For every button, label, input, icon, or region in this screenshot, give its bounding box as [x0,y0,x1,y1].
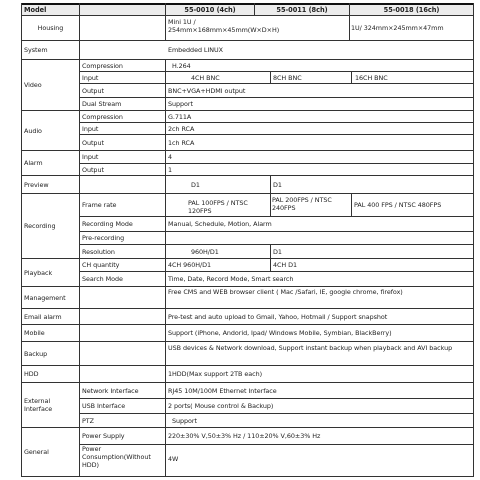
alarm-output-value: 1 [168,165,173,174]
ptz-value: Support [172,416,197,425]
video-compression-label: Compression [82,61,123,70]
video-output-value: BNC+VGA+HDMI output [168,86,246,95]
table-border-right [473,3,474,477]
video-dual-label: Dual Stream [82,100,122,108]
alarm-output-label: Output [82,165,104,174]
row-divider [21,341,474,342]
row-label-housing: Housing [37,24,64,32]
housing-4ch-8ch: Mini 1U / 254mm×168mm×45mm(W×D×H) [168,18,280,34]
spec-table [21,3,474,477]
playback-ch-label: CH quantity [82,261,120,269]
row-divider [21,286,474,287]
header-8ch: 55-0011 (8ch) [276,5,328,14]
audio-output-label: Output [82,138,104,147]
row-label-email: Email alarm [24,312,62,321]
video-compression-value: H.264 [172,61,191,70]
audio-output-value: 1ch RCA [168,138,195,147]
playback-search-label: Search Mode [82,275,123,283]
audio-input-value: 2ch RCA [168,124,195,133]
recording-frame-16ch: PAL 400 FPS / NTSC 480FPS [354,201,442,209]
usb-interface-value: 2 ports( Mouse control & Backup) [168,402,274,410]
column-divider [351,193,352,216]
video-input-label: Input [82,73,99,82]
recording-mode-value: Manual, Schedule, Motion, Alarm [168,220,272,228]
audio-compression-label: Compression [82,112,123,121]
row-label-alarm: Alarm [24,159,43,167]
recording-resolution-4ch: 960H/D1 [191,247,219,256]
ptz-label: PTZ [82,416,94,425]
header-4ch: 55-0010 (4ch) [184,5,236,14]
playback-search-value: Time, Date, Record Mode, Smart search [168,275,294,283]
playback-ch-8ch-16ch: 4CH D1 [273,261,298,269]
video-input-4ch: 4CH BNC [191,73,220,82]
table-border-left [21,3,22,477]
row-label-hdd: HDD [24,370,39,378]
power-consumption-label: Power Consumption(Without HDD) [82,445,151,469]
column-divider [165,59,166,477]
row-label-video: Video [24,81,42,89]
recording-resolution-8ch-16ch: D1 [273,247,282,256]
row-label-general: General [24,448,49,456]
row-label-management: Management [24,293,66,302]
housing-16ch: 1U/ 324mm×245mm×47mm [351,24,444,32]
row-label-recording: Recording [24,222,56,230]
row-label-audio: Audio [24,126,42,135]
recording-pre-value [168,232,418,244]
audio-compression-value: G.711A [168,112,192,121]
preview-8ch-16ch: D1 [273,180,282,189]
recording-frame-4ch: PAL 100FPS / NTSC 120FPS [188,199,248,215]
column-divider [270,244,271,271]
row-label-preview: Preview [24,180,49,189]
column-divider [270,175,271,216]
backup-value: USB devices & Network download, Support instant backup when playback and AVI backup [168,344,453,352]
row-label-external-interface: External Interface [24,397,53,413]
alarm-input-label: Input [82,153,99,161]
power-consumption-value: 4W [168,455,179,463]
alarm-input-value: 4 [168,153,173,161]
video-input-8ch: 8CH BNC [273,73,302,82]
recording-frame-label: Frame rate [82,201,117,209]
usb-interface-label: USB Interface [82,402,126,410]
playback-ch-4ch: 4CH 960H/D1 [168,261,211,269]
preview-4ch: D1 [191,180,200,189]
header-16ch: 55-0018 (16ch) [383,5,440,14]
recording-resolution-label: Resolution [82,247,115,256]
video-output-label: Output [82,86,104,95]
column-divider [270,71,271,83]
row-label-mobile: Mobile [24,329,45,337]
video-input-16ch: 16CH BNC [355,73,388,82]
video-dual-value: Support [168,100,193,108]
network-interface-value: RJ45 10M/100M Ethernet Interface [168,386,277,395]
hdd-value: 1HDD(Max support 2TB each) [168,370,263,378]
table-border-bottom [21,476,474,477]
power-supply-label: Power Supply [82,432,125,440]
system-value: Embedded LINUX [168,46,223,54]
row-label-playback: Playback [24,268,53,277]
column-divider [79,3,80,477]
network-interface-label: Network Interface [82,386,139,395]
recording-frame-8ch: PAL 200FPS / NTSC 240FPS [272,196,332,212]
recording-mode-label: Recording Mode [82,220,133,228]
power-supply-value: 220±30% V,50±3% Hz / 110±20% V,60±3% Hz [168,432,321,440]
management-value: Free CMS and WEB browser client ( Mac /Safari, IE, google chrome, firefox) [168,288,403,296]
column-divider [351,71,352,83]
audio-input-label: Input [82,124,99,133]
row-label-backup: Backup [24,349,48,358]
email-value: Pre-test and auto upload to Gmail, Yahoo, Hotmail / Support snapshot [168,312,388,321]
mobile-value: Support (iPhone, Andorid, Ipad/ Windows Mobile, Symbian, BlackBerry) [168,329,392,337]
row-label-system: System [24,46,48,54]
recording-pre-label: Pre-recording [82,234,125,242]
header-model: Model [24,5,47,14]
